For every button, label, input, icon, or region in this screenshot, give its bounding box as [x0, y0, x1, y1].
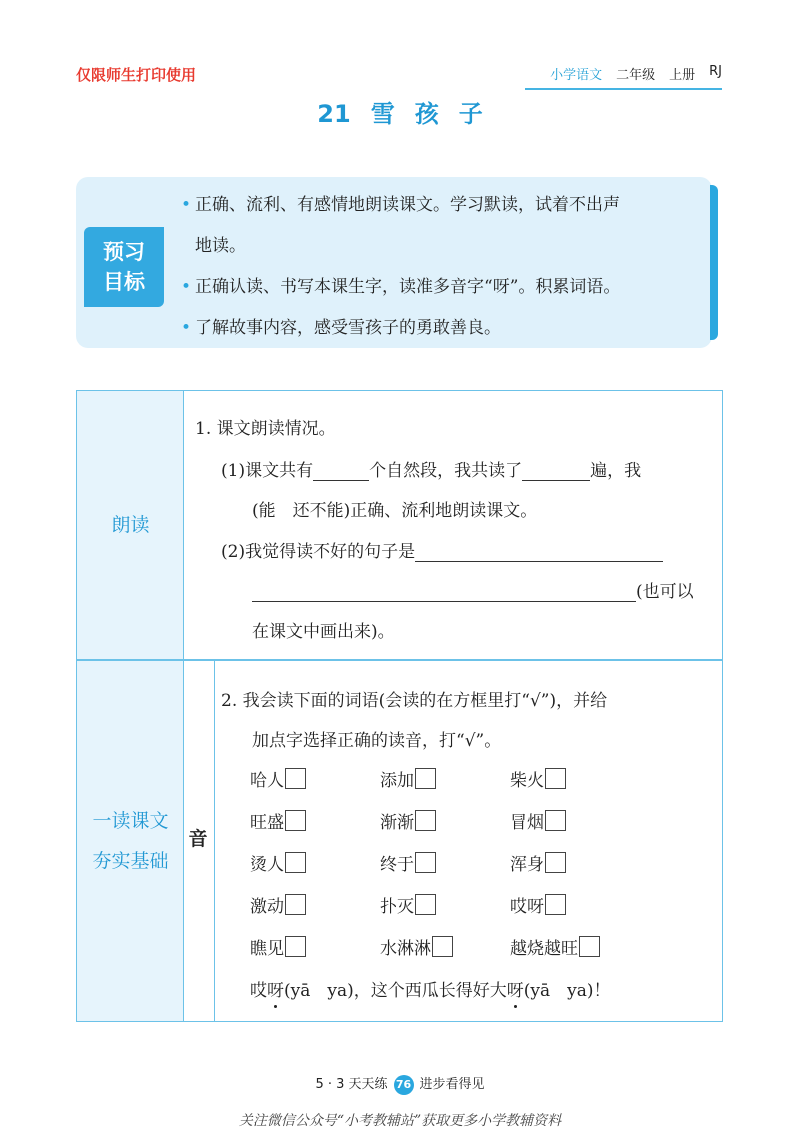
lesson-title: 21 雪 孩 子: [317, 100, 483, 128]
goal-item-cont: 地读。: [195, 236, 246, 256]
question-1-1: (1)课文共有 个自然段，我共读了 遍，我: [221, 461, 642, 481]
preview-goals-box: [76, 177, 712, 348]
word-checkbox[interactable]: [545, 894, 566, 915]
section-label-reading: 朗读: [111, 514, 150, 536]
grade: 二年级: [616, 68, 656, 83]
pinyin-question: 哎呀(yā ya)，这个西瓜长得好大呀(yā ya)！: [250, 981, 611, 1001]
goal-item: • 正确、流利、有感情地朗读课文。学习默读，试着不出声: [181, 185, 706, 226]
book-info: [550, 64, 722, 83]
dotted-char: 呀: [506, 981, 524, 1001]
question-1-1-cont: (能 还不能)正确、流利地朗读课文。: [252, 501, 538, 521]
word-item: 瞧见: [250, 934, 306, 959]
word-item: 水淋淋: [380, 934, 453, 959]
goals-list: [181, 185, 706, 349]
word-checkbox[interactable]: [415, 768, 436, 789]
word-item: 烫人: [250, 850, 306, 875]
word-checkbox[interactable]: [415, 894, 436, 915]
word-item: 哎呀: [510, 892, 566, 917]
word-checkbox[interactable]: [545, 810, 566, 831]
blank-sentence-2[interactable]: [252, 583, 636, 602]
volume: 上册: [669, 68, 696, 83]
dotted-char: 呀: [267, 981, 284, 1001]
blank-paragraph-count[interactable]: [313, 462, 369, 481]
word-checkbox[interactable]: [415, 852, 436, 873]
pronunciation-label: 音: [188, 828, 208, 850]
word-item: 添加: [380, 766, 436, 791]
question-1-2-cont: (也可以: [252, 577, 694, 602]
word-item: 终于: [380, 850, 436, 875]
word-checkbox[interactable]: [545, 852, 566, 873]
page-footer: 5 · 3 天天练 76 进步看得见: [0, 1073, 800, 1095]
word-checkbox[interactable]: [285, 810, 306, 831]
print-notice: 仅限师生打印使用: [76, 66, 197, 84]
goals-accent-bar: [710, 185, 718, 340]
subject: 小学语文: [550, 68, 603, 83]
header-divider: [525, 88, 722, 90]
word-checkbox[interactable]: [285, 768, 306, 789]
word-item: 旺盛: [250, 808, 306, 833]
goal-item: • 正确认读、书写本课生字，读准多音字“呀”。积累词语。: [181, 267, 706, 308]
section-label-column: [77, 391, 184, 1021]
row-divider: [77, 659, 722, 661]
word-item: 冒烟: [510, 808, 566, 833]
word-item: 越烧越旺: [510, 934, 600, 959]
word-item: 渐渐: [380, 808, 436, 833]
blank-sentence[interactable]: [415, 543, 663, 562]
question-1-2-end: 在课文中画出来)。: [252, 622, 395, 642]
word-checkbox[interactable]: [285, 852, 306, 873]
page-number-badge: 76: [394, 1075, 414, 1095]
word-item: 激动: [250, 892, 306, 917]
section-label-basics: 一读课文 夯实基础: [92, 810, 169, 872]
word-item: 扑灭: [380, 892, 436, 917]
word-checkbox[interactable]: [415, 810, 436, 831]
word-checkbox[interactable]: [545, 768, 566, 789]
word-item: 柴火: [510, 766, 566, 791]
question-2: 2. 我会读下面的词语(会读的在方框里打“√”)，并给: [221, 691, 608, 711]
edition: RJ: [709, 64, 722, 79]
question-1: 1. 课文朗读情况。: [195, 419, 336, 439]
goals-tag: 预习 目标: [84, 227, 164, 307]
blank-read-count[interactable]: [522, 462, 590, 481]
word-checkbox[interactable]: [579, 936, 600, 957]
question-1-2: (2)我觉得读不好的句子是: [221, 537, 663, 562]
question-2-cont: 加点字选择正确的读音，打“√”。: [252, 731, 502, 751]
pronunciation-column: [183, 659, 215, 1021]
word-item: 浑身: [510, 850, 566, 875]
word-checkbox[interactable]: [285, 894, 306, 915]
watermark-text: 关注微信公众号“小考教辅站”获取更多小学教辅资料: [238, 1113, 562, 1129]
word-checkbox[interactable]: [285, 936, 306, 957]
goal-item: • 了解故事内容，感受雪孩子的勇敢善良。: [181, 308, 706, 349]
word-checkbox[interactable]: [432, 936, 453, 957]
word-item: 哈人: [250, 766, 306, 791]
